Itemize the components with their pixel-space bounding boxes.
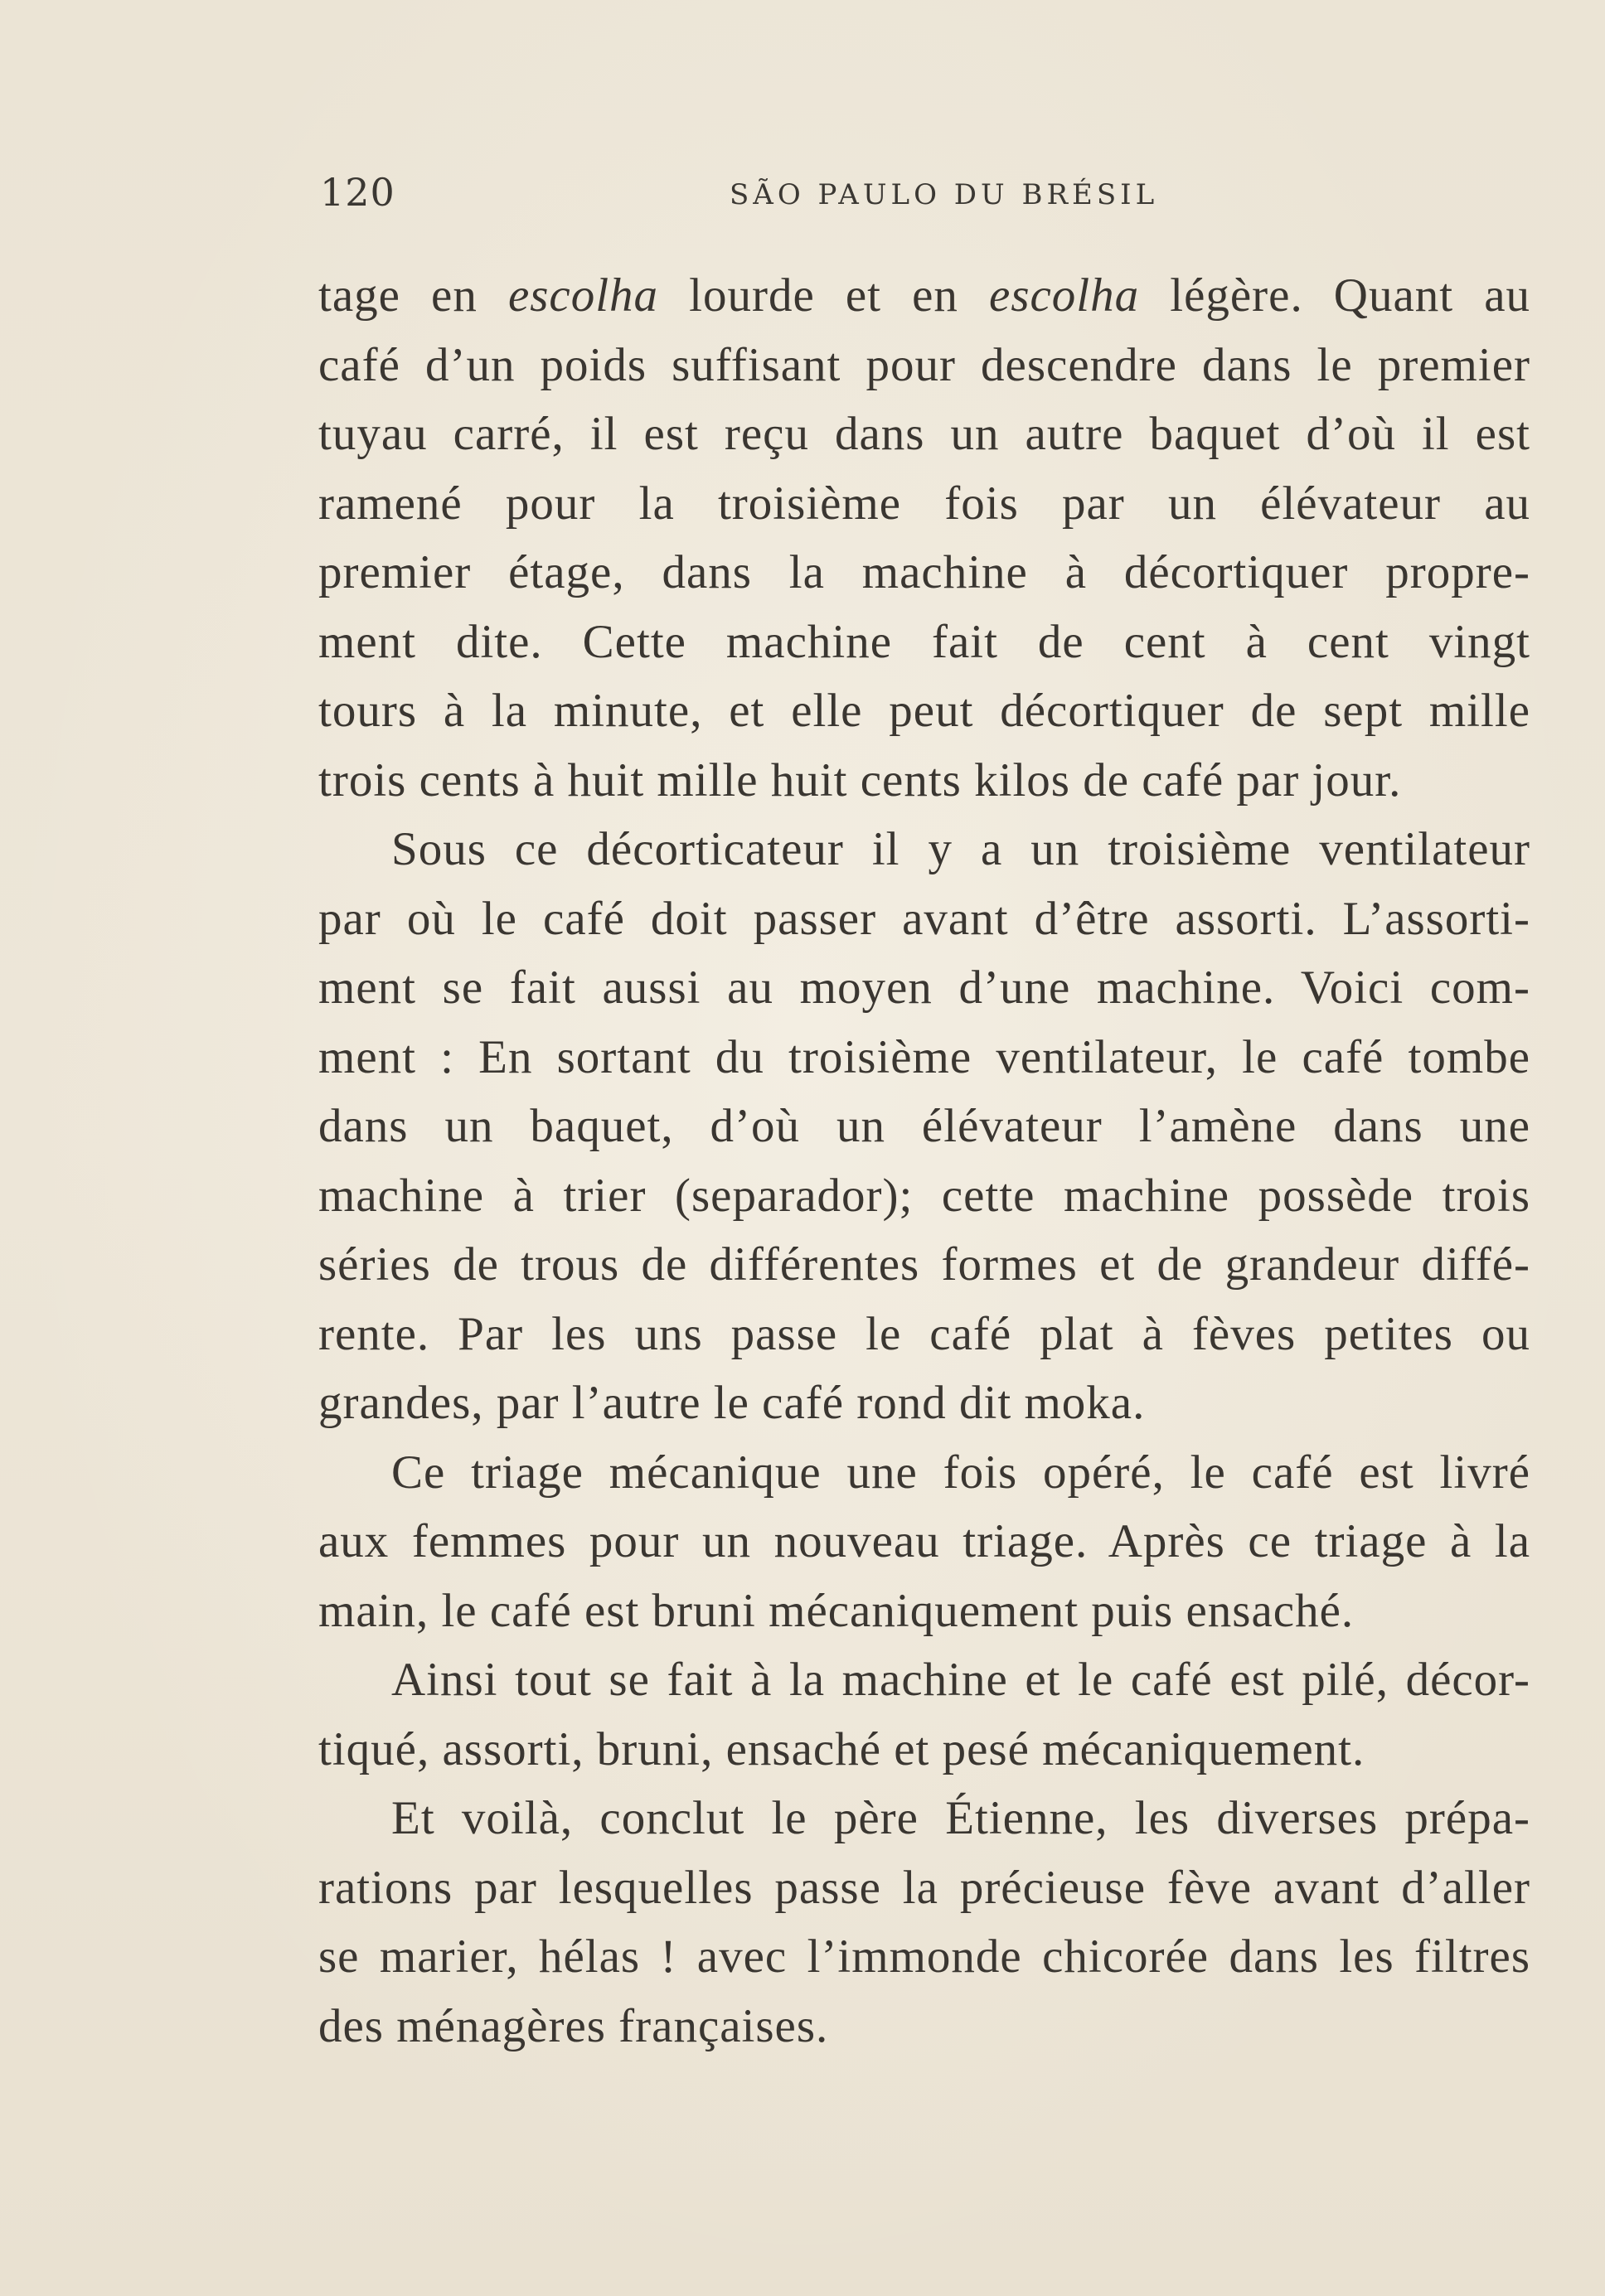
text-line — [318, 608, 1530, 677]
line-text: tiqué, assorti, bruni, ensaché et pesé mécaniquement. — [318, 1722, 1365, 1775]
line-text: Sous ce décorticateur il y a un troisième ventilateur — [391, 823, 1530, 875]
text-line — [318, 400, 1530, 469]
line-text: rations par lesquelles passe la précieuse fève avant d’aller — [318, 1861, 1530, 1914]
text-line — [318, 1992, 1530, 2061]
text-line — [318, 1368, 1530, 1438]
line-text: tours à la minute, et elle peut décortiquer de sept mille — [318, 685, 1530, 737]
line-text: grandes, par l’autre le café rond dit moka. — [318, 1377, 1146, 1429]
body-text — [318, 261, 1530, 2061]
text-line — [318, 815, 1530, 884]
line-text: ment dite. Cette machine fait de cent à cent vingt — [318, 615, 1530, 668]
text-line — [318, 1922, 1530, 1992]
text-line — [318, 884, 1530, 954]
paragraph — [318, 261, 1530, 815]
line-text: ramené pour la troisième fois par un élévateur au — [318, 477, 1530, 530]
text-line — [318, 1092, 1530, 1161]
text-line — [318, 1715, 1530, 1785]
line-text: tage en — [318, 269, 508, 322]
line-text: tuyau carré, il est reçu dans un autre baquet d’où il est — [318, 408, 1530, 460]
text-line — [318, 1438, 1530, 1508]
text-line — [318, 1645, 1530, 1715]
line-text: aux femmes pour un nouveau triage. Après ce triage à la — [318, 1515, 1530, 1567]
line-text: Ainsi tout se fait à la machine et le café est pilé, décor- — [391, 1654, 1530, 1706]
line-text: légère. Quant au — [1139, 269, 1530, 322]
line-text: Ce triage mécanique une fois opéré, le café est livré — [391, 1446, 1530, 1499]
text-line — [318, 1577, 1530, 1646]
line-text: trois cents à huit mille huit cents kilos de café par jour. — [318, 753, 1402, 807]
page-number: 120 — [320, 170, 395, 215]
text-line — [318, 1023, 1530, 1092]
text-line — [318, 1784, 1530, 1853]
text-line — [318, 1507, 1530, 1577]
italic-term: escolha — [507, 269, 659, 322]
text-line — [318, 676, 1530, 746]
text-line — [318, 1230, 1530, 1300]
line-text: lourde et en — [658, 269, 990, 322]
line-text: rente. Par les uns passe le café plat à fèves petites ou — [318, 1307, 1530, 1360]
text-line — [318, 469, 1530, 539]
text-line — [318, 1853, 1530, 1923]
text-line — [318, 331, 1530, 400]
text-line — [318, 538, 1530, 608]
line-text: Et voilà, conclut le père Étienne, les diverses prépa- — [391, 1792, 1530, 1844]
italic-term: escolha — [989, 269, 1140, 322]
line-text: premier étage, dans la machine à décortiquer propre- — [318, 546, 1530, 598]
line-text: main, le café est bruni mécaniquement puis ensaché. — [318, 1584, 1355, 1637]
line-text: ment : En sortant du troisième ventilateur, le café tombe — [318, 1030, 1530, 1083]
line-text: séries de trous de différentes formes et de grandeur diffé- — [318, 1238, 1530, 1291]
line-text: machine à trier (separador); cette machine possède trois — [318, 1169, 1530, 1222]
page-header — [0, 170, 1605, 228]
paragraph — [318, 1645, 1530, 1784]
paragraph — [318, 815, 1530, 1438]
paragraph — [318, 1784, 1530, 2061]
text-line — [318, 1300, 1530, 1369]
text-line — [318, 1161, 1530, 1231]
text-line — [318, 746, 1530, 816]
line-text: ment se fait aussi au moyen d’une machine. Voici com- — [318, 962, 1530, 1014]
text-line — [318, 953, 1530, 1023]
line-text: dans un baquet, d’où un élévateur l’amène dans une — [318, 1100, 1530, 1152]
running-head: SÃO PAULO DU BRÉSIL — [730, 178, 1159, 211]
line-text: par où le café doit passer avant d’être assorti. L’assorti- — [318, 892, 1530, 945]
text-line — [318, 261, 1530, 331]
line-text: café d’un poids suffisant pour descendre dans le premier — [318, 338, 1530, 391]
paragraph — [318, 1438, 1530, 1646]
line-text: se marier, hélas ! avec l’immonde chicorée dans les filtres — [318, 1930, 1530, 1983]
line-text: des ménagères françaises. — [318, 1999, 829, 2052]
